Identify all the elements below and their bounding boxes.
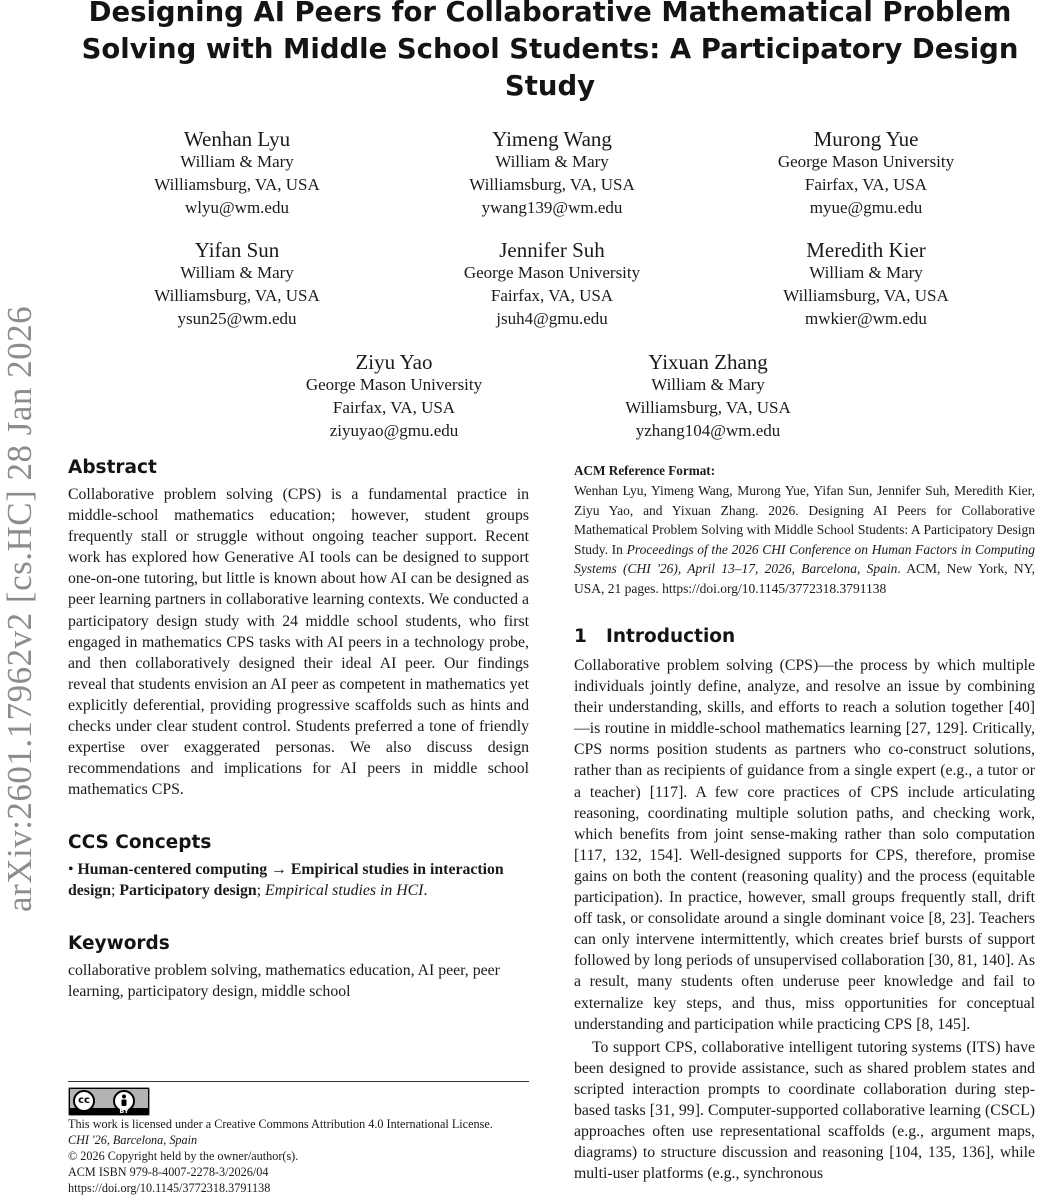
author-name: Ziyu Yao [355,350,433,374]
author-name: Yixuan Zhang [648,350,768,374]
ccs-bullet: • [68,861,74,878]
introduction-section [574,626,1035,1184]
author-location: Williamsburg, VA, USA [783,286,949,305]
author-block [244,349,544,442]
abstract-heading: Abstract [68,457,157,478]
author-block [87,126,387,219]
acm-reference-section [574,463,1035,598]
ccs-arrow: → [267,861,291,878]
author-email: myue@gmu.edu [809,198,923,217]
ccs-concept: Empirical studies in interaction design [68,861,504,900]
cc-by-license-badge [68,1087,150,1116]
author-block [87,237,387,330]
author-block [402,237,702,330]
author-location: Williamsburg, VA, USA [154,286,320,305]
ccs-section [68,832,529,901]
author-name: Yimeng Wang [492,127,612,151]
author-name: Murong Yue [813,127,919,151]
ccs-separator: ; [111,882,120,900]
ccs-concept: Participatory design [119,882,257,900]
acm-reference-text [574,481,1035,598]
author-location: Williamsburg, VA, USA [469,175,635,194]
ccs-separator: ; [256,882,266,900]
author-affiliation: George Mason University [463,263,641,282]
author-block [716,126,1016,219]
cc-icon: cc [73,1090,95,1112]
ccs-concept: Human-centered computing [77,861,268,878]
author-email: yzhang104@wm.edu [635,421,781,440]
author-affiliation: William & Mary [180,263,294,282]
author-name: Wenhan Lyu [183,127,291,151]
author-affiliation: William & Mary [495,152,609,171]
reference-text: . ACM, New York, NY, USA, 21 pages. https://doi.org/10.1145/3772318.3791138 [574,561,1035,596]
isbn-text: ACM ISBN 979-8-4007-2278-3/2026/04 [68,1164,269,1179]
author-block [402,126,702,219]
ccs-end: . [423,882,428,900]
author-location: Williamsburg, VA, USA [154,175,320,194]
author-email: ysun25@wm.edu [177,309,297,328]
author-location: Fairfax, VA, USA [490,286,614,305]
author-location: Williamsburg, VA, USA [625,398,791,417]
author-email: jsuh4@gmu.edu [496,309,608,328]
ccs-heading: CCS Concepts [68,832,212,853]
copyright-text: © 2026 Copyright held by the owner/author(s). [68,1148,299,1163]
author-location: Fairfax, VA, USA [332,398,456,417]
author-name: Meredith Kier [806,238,926,262]
introduction-paragraph: Collaborative problem solving (CPS)—the process by which multiple individuals jointly define, analyze, and resolve an issue by combining their understanding, skills, and efforts to reach a solution together [40]—is routine in middle-school mathematics learning [27, 129]. Critically, CPS norms position students as partners who co-construct solutions, rather than as recipients of guidance from a single expert (e.g., a tutor or a teacher) [117]. A few core practices of CPS include articulating reasoning, coordinating multiple solution paths, and checking work, which benefits from joint sense-making rather than solo computation [117, 132, 154]. Well-designed supports for CPS, therefore, promise gains on both the content (reasoning quality) and the process (equitable participation). In practice, however, small groups frequently stall, drift off task, or consolidate around a single dominant voice [8, 23]. Teachers can only intervene intermittently, which creates brief bursts of support followed by long periods of unsupervised collaboration [30, 81, 140]. As a result, many students often underuse peer knowledge and fail to externalize key steps, and thus, miss opportunities for conceptual understanding and participation while practicing CPS [8, 145]. [574,657,1035,1033]
author-affiliation: William & Mary [809,263,923,282]
reference-text: Wenhan Lyu, Yimeng Wang, Murong Yue, Yifan Sun, Jennifer Suh, Meredith Kier, Ziyu Yao, and Yixuan Zhang. 2026. Designing AI Peers for Collaborative Mathematical Problem Solving with Middle School Students: A Participatory Design Study. In [574,483,1035,557]
section-number: 1 [574,626,587,647]
author-affiliation: William & Mary [180,152,294,171]
section-title: Introduction [606,626,736,647]
reference-proceedings: Proceedings of the 2026 CHI Conference on Human Factors in Computing Systems (CHI '26), April 13–17, 2026, Barcelona, Spain [574,541,1035,576]
ccs-text [68,859,529,901]
license-text: This work is licensed under a Creative Commons Attribution 4.0 International License. [68,1117,493,1131]
venue-text: CHI '26, Barcelona, Spain [68,1132,198,1147]
abstract-text: Collaborative problem solving (CPS) is a fundamental practice in middle-school mathematics education; however, student groups frequently stall or struggle without ongoing teacher support. Recent work has explored how Generative AI tools can be designed to support one-on-one tutoring, but little is known about how AI can be designed as peer learning partners in collaborative learning contexts. We conducted a participatory design study with 24 middle school students, who first engaged in mathematics CPS tasks with AI peers in a technology probe, and then collaboratively designed their ideal AI peer. Our findings reveal that students envision an AI peer as competent in mathematics yet explicitly deferential, providing progressive scaffolds such as hints and checks under clear student control. Students preferred a tone of friendly expertise over exaggerated personas. We also discuss design recommendations and implications for AI peers in middle school mathematics CPS. [68,486,529,799]
author-block [716,237,1016,330]
author-name: Jennifer Suh [499,238,605,262]
by-label: BY [119,1107,129,1115]
ccs-concept: Empirical studies in HCI [265,882,424,900]
keywords-section [68,933,529,1002]
author-block [558,349,858,442]
introduction-heading [574,626,1035,647]
author-name: Yifan Sun [194,238,280,262]
author-email: wlyu@wm.edu [185,198,289,217]
author-affiliation: George Mason University [777,152,955,171]
introduction-paragraph: To support CPS, collaborative intelligent tutoring systems (ITS) have been designed to provide assistance, such as shared problem states and scripted interaction prompts to coordinate collaboration during step-based tasks [31, 99]. Computer-supported collaborative learning (CSCL) approaches often use representational scaffolds (e.g., argument maps, diagrams) to structure discussion and reasoning [104, 135, 136], while multi-user platforms (e.g., synchronous [574,1038,1035,1183]
author-email: ziyuyao@gmu.edu [329,421,459,440]
author-affiliation: William & Mary [651,375,765,394]
abstract-section [68,457,529,800]
keywords-heading: Keywords [68,933,170,954]
acm-reference-heading: ACM Reference Format: [574,463,716,478]
footer-notice [68,1117,529,1197]
author-location: Fairfax, VA, USA [804,175,928,194]
paper-title: Designing AI Peers for Collaborative Mathematical Problem Solving with Middle School Students: A Participatory Design Study [81,0,1019,102]
author-email: mwkier@wm.edu [805,309,927,328]
author-affiliation: George Mason University [305,375,483,394]
author-email: ywang139@wm.edu [481,198,623,217]
keywords-text: collaborative problem solving, mathematics education, AI peer, peer learning, participatory design, middle school [68,962,500,1001]
doi-link[interactable]: https://doi.org/10.1145/3772318.3791138 [68,1180,271,1195]
footer-divider [68,1081,529,1082]
arxiv-identifier-stamp: arXiv:2601.17962v2 [cs.HC] 28 Jan 2026 [0,305,39,913]
